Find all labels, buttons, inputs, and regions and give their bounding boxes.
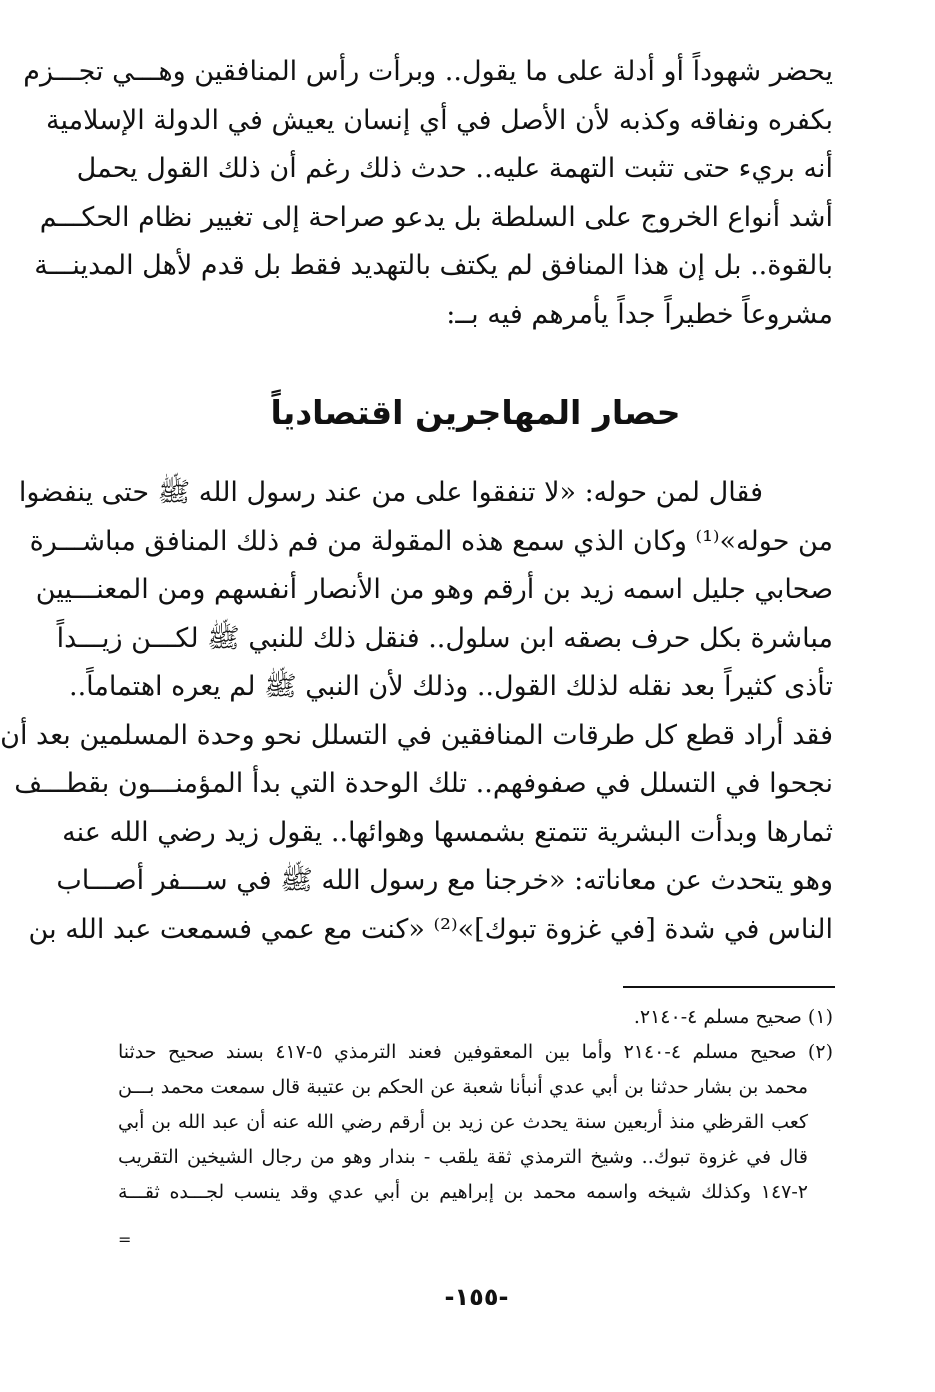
paragraph-2-line: تأذى كثيراً بعد نقله لذلك القول.. وذلك لأن النبي ﷺ لم يعره اهتماماً.. [68,671,833,702]
footnote-1: (١) صحيح مسلم ٤-٢١٤٠. [633,1006,833,1028]
page-body [0,48,833,954]
section-heading: حصار المهاجرين اقتصادياً [270,393,681,432]
paragraph-2-line: صحابي جليل اسمه زيد بن أرقم وهو من الأنصار أنفسهم ومن المعنـــيين [35,574,833,605]
footnote-2-line: كعب القرظي منذ أربعين سنة يحدث عن زيد بن أرقم رضي الله عنه أن عبد الله بن أبي [118,1111,808,1133]
page-number: -١٥٥- [444,1283,509,1311]
paragraph-1-line: أشد أنواع الخروج على السلطة بل يدعو صراحة إلى تغيير نظام الحكـــم [39,201,833,233]
paragraph-2 [0,469,833,954]
paragraph-2-line: مباشرة بكل حرف بصقه ابن سلول.. فنقل ذلك للنبي ﷺ لكـــن زيـــداً [56,622,833,654]
paragraph-2-line: فقال لمن حوله: «لا تنفقوا على من عند رسول الله ﷺ حتى ينفضوا [18,477,763,508]
paragraph-1-line: مشروعاً خطيراً جداً يأمرهم فيه بــ: [446,298,833,330]
footnote-2-line: (٢) صحيح مسلم ٤-٢١٤٠ وأما بين المعقوفين فعند الترمذي ٥-٤١٧ بسند صحيح حدثنا [118,1041,833,1063]
footnote-divider [623,986,835,988]
paragraph-2-line: من حوله»⁽¹⁾ وكان الذي سمع هذه المقولة من فم ذلك المنافق مباشـــرة [29,525,833,557]
footnote-2-line: محمد بن بشار حدثنا بن أبي عدي أنبأنا شعبة عن الحكم بن عتيبة قال سمعت محمد بـــن [118,1076,808,1098]
paragraph-2-line: فقد أراد قطع كل طرقات المنافقين في التسلل نحو وحدة المسلمين بعد أن [0,719,833,751]
paragraph-2-line: نجحوا في التسلل في صفوفهم.. تلك الوحدة التي بدأ المؤمنـــون بقطـــف [14,768,833,799]
paragraph-1-line: يحضر شهوداً أو أدلة على ما يقول.. وبرأت رأس المنافقين وهـــي تجـــزم [23,56,833,87]
paragraph-2-line: الناس في شدة [في غزوة تبوك]»⁽²⁾ «كنت مع عمي فسمعت عبد الله بن [28,913,833,945]
paragraph-1-line: بكفره ونفاقه وكذبه لأن الأصل في أي إنسان يعيش في الدولة الإسلامية [46,104,833,136]
footnotes [118,1000,833,1210]
paragraph-1-line: بالقوة.. بل إن هذا المنافق لم يكتف بالتهديد فقط بل قدم لأهل المدينـــة [34,250,833,281]
footnote-2-line: ٢-١٤٧ وكذلك شيخه واسمه محمد بن إبراهيم بن أبي عدي وقد ينسب لجـــده ثقـــة [118,1181,808,1203]
paragraph-2-line: وهو يتحدث عن معاناته: «خرجنا مع رسول الله ﷺ في ســـفر أصـــاب [56,865,833,896]
paragraph-1 [23,48,833,339]
paragraph-2-line: ثمارها وبدأت البشرية تتمتع بشمسها وهوائها.. يقول زيد رضي الله عنه [62,816,833,848]
footnote-2-line: قال في غزوة تبوك.. وشيخ الترمذي ثقة يلقب - بندار وهو من رجال الشيخين التقريب [118,1146,808,1168]
paragraph-1-line: أنه بريء حتى تثبت التهمة عليه.. حدث ذلك رغم أن ذلك القول يحمل [76,153,833,184]
footnote-continuation-mark: = [118,1230,132,1249]
